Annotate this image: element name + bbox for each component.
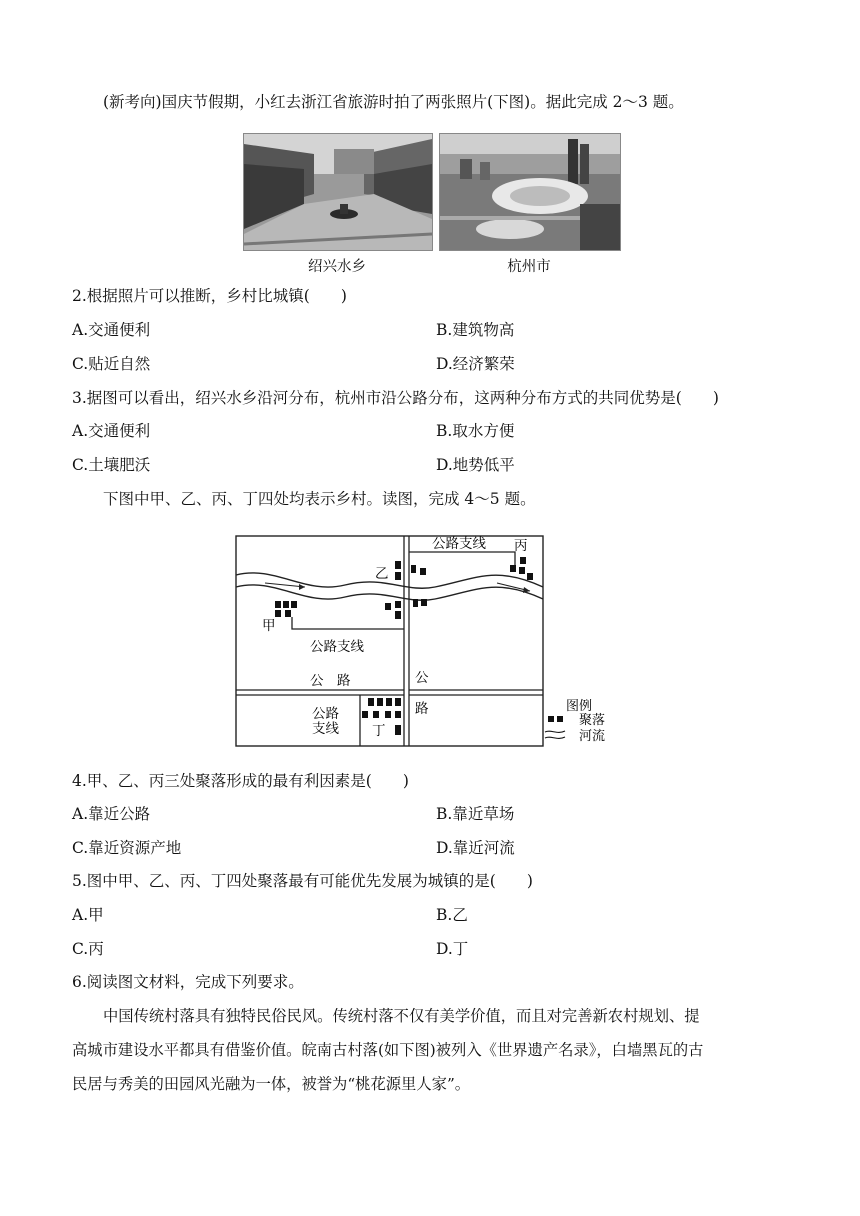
label-branch-bottom-2: 支线 bbox=[312, 721, 339, 737]
settlement-yi bbox=[385, 561, 427, 619]
label-jia: 甲 bbox=[262, 618, 276, 634]
label-road-h: 公 路 bbox=[310, 673, 351, 689]
q3-stem: 3.据图可以看出，绍兴水乡沿河分布，杭州市沿公路分布，这两种分布方式的共同优势是( ) bbox=[72, 389, 719, 407]
legend-river-label: 河流 bbox=[579, 729, 606, 744]
label-branch-bottom-1: 公路 bbox=[312, 706, 339, 722]
label-yi: 乙 bbox=[375, 566, 389, 582]
intro-text: (新考向)国庆节假期，小红去浙江省旅游时拍了两张照片(下图)。据此完成 2～3 题。 bbox=[103, 93, 684, 111]
label-ding: 丁 bbox=[372, 723, 386, 739]
q5-option-b: B.乙 bbox=[436, 906, 468, 924]
legend-settlement-symbol bbox=[548, 716, 563, 722]
q2-option-d: D.经济繁荣 bbox=[436, 355, 515, 373]
q6-paragraph-line-1: 中国传统村落具有独特民俗民风。传统村落不仅有美学价值，而且对完善新农村规划、提 bbox=[103, 1007, 700, 1025]
label-road-v-bottom: 路 bbox=[415, 701, 429, 717]
q4-stem: 4.甲、乙、丙三处聚落形成的最有利因素是( ) bbox=[72, 772, 409, 790]
legend-river-symbol bbox=[545, 731, 565, 738]
label-branch-top: 公路支线 bbox=[432, 536, 486, 552]
q5-option-d: D.丁 bbox=[436, 940, 469, 958]
q6-paragraph-line-2: 高城市建设水平都具有借鉴价值。皖南古村落(如下图)被列入《世界遗产名录》，白墙黑瓦的古 bbox=[72, 1041, 704, 1059]
intro2-text: 下图中甲、乙、丙、丁四处均表示乡村。读图，完成 4～5 题。 bbox=[103, 490, 536, 508]
photo-caption-hangzhou: 杭州市 bbox=[507, 259, 551, 275]
q5-stem: 5.图中甲、乙、丙、丁四处聚落最有可能优先发展为城镇的是( ) bbox=[72, 872, 533, 890]
q4-option-a: A.靠近公路 bbox=[72, 805, 151, 823]
village-map bbox=[235, 535, 615, 750]
q2-stem: 2.根据照片可以推断，乡村比城镇( ) bbox=[72, 287, 347, 305]
label-branch-mid: 公路支线 bbox=[310, 639, 364, 655]
legend-settlement-label: 聚落 bbox=[579, 713, 606, 728]
q3-option-c: C.土壤肥沃 bbox=[72, 456, 151, 474]
q6-paragraph-line-3: 民居与秀美的田园风光融为一体，被誉为“桃花源里人家”。 bbox=[72, 1075, 471, 1093]
q2-option-a: A.交通便利 bbox=[72, 321, 151, 339]
q2-option-b: B.建筑物高 bbox=[436, 321, 515, 339]
label-road-v-top: 公 bbox=[415, 670, 429, 686]
label-bing: 丙 bbox=[514, 538, 528, 554]
q3-option-a: A.交通便利 bbox=[72, 422, 151, 440]
q5-option-a: A.甲 bbox=[72, 906, 104, 924]
q4-option-c: C.靠近资源产地 bbox=[72, 839, 182, 857]
q4-option-d: D.靠近河流 bbox=[436, 839, 515, 857]
q3-option-b: B.取水方便 bbox=[436, 422, 515, 440]
photo-caption-shaoxing: 绍兴水乡 bbox=[308, 259, 366, 275]
q6-stem: 6.阅读图文材料，完成下列要求。 bbox=[72, 973, 304, 991]
settlement-jia bbox=[275, 601, 297, 617]
shaoxing-photo bbox=[243, 133, 433, 251]
q4-option-b: B.靠近草场 bbox=[436, 805, 515, 823]
hangzhou-photo bbox=[439, 133, 621, 251]
q5-option-c: C.丙 bbox=[72, 940, 104, 958]
q2-option-c: C.贴近自然 bbox=[72, 355, 151, 373]
q3-option-d: D.地势低平 bbox=[436, 456, 515, 474]
legend-title: 图例 bbox=[566, 699, 593, 714]
